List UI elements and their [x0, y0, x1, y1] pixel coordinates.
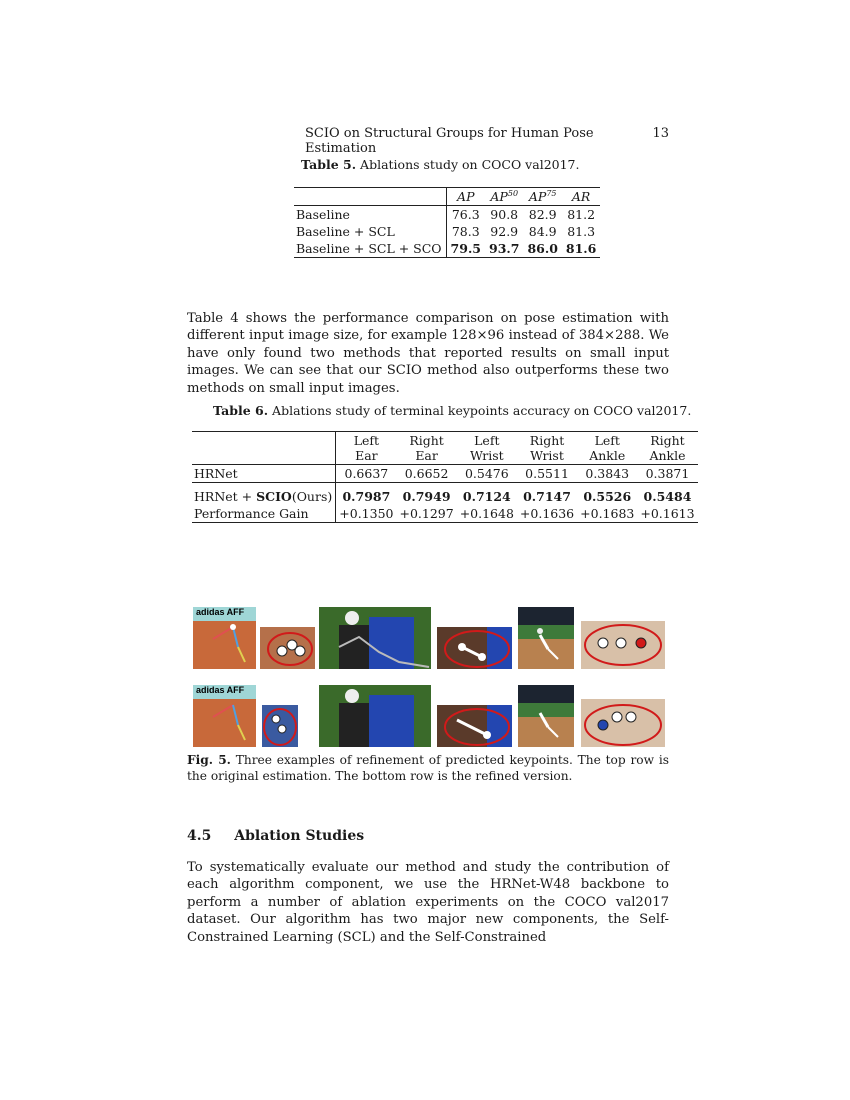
- table6-col-right-ear: Right Ear: [409, 433, 444, 463]
- baseball-crop-skeleton: [581, 621, 665, 669]
- baseball-image-original: [518, 607, 574, 669]
- table6-col-right-wrist: Right Wrist: [529, 433, 565, 463]
- figure5: [193, 607, 665, 752]
- soccer-skeleton: [319, 607, 431, 669]
- table6-label: Table 6.: [213, 403, 269, 418]
- soccer-crop-refined: [437, 705, 512, 747]
- header-title: SCIO on Structural Groups for Human Pose Estimation: [305, 126, 594, 156]
- table6-col-left-ankle: Left Ankle: [589, 433, 626, 463]
- table6-col-left-ear: Left Ear: [353, 433, 380, 463]
- table6-col-right-ankle: Right Ankle: [649, 433, 686, 463]
- tennis-image-original: [193, 607, 256, 669]
- tennis-skeleton-refined: [193, 685, 256, 747]
- paragraph-ablation: To systematically evaluate our method and study the contribution of each algorithm component, we use the HRNet-W48 backbone to perform a number of ablation experiments on the COCO val2017 dataset. Our algorithm has two major new components, the Self-Constrained Learning (SCL) and the Self-Constrained: [187, 860, 669, 945]
- section-number: 4.5: [187, 828, 212, 844]
- section-title: Ablation Studies: [234, 828, 365, 844]
- tennis-crop-original: [260, 627, 315, 669]
- table5-label: Table 5.: [301, 157, 357, 172]
- section-heading: [187, 828, 364, 844]
- paragraph-small-inputs: Table 4 shows the performance comparison on pose estimation with different input image size, for example 128×96 instead of 384×288. We have only found two methods that reported results on small input images. We can see that our SCIO method also outperforms these two methods on small input images.: [187, 311, 669, 396]
- table-row: Baseline + SCL 78.3 92.9 84.9 81.3: [296, 224, 596, 240]
- table-row: Baseline 76.3 90.8 82.9 81.2: [296, 207, 596, 223]
- baseball-image-refined: [518, 685, 574, 747]
- tennis-banner-refined: adidas AFF: [193, 685, 256, 699]
- baseball-crop-original: [581, 621, 665, 669]
- tennis-banner: adidas AFF: [193, 607, 256, 621]
- soccer-crop-skeleton: [437, 627, 512, 669]
- table-row: Performance Gain +0.1350 +0.1297 +0.1648 +0.1636 +0.1683 +0.1613: [192, 505, 698, 523]
- table6-caption: [213, 403, 691, 418]
- table5: [294, 187, 600, 258]
- tennis-crop-refined: [262, 705, 298, 747]
- figure5-caption-text: Three examples of refinement of predicted keypoints. The top row is the original estimation. The bottom row is the refined version.: [187, 753, 670, 783]
- soccer-crop-refined-skeleton: [437, 705, 512, 747]
- soccer-image-refined: [319, 685, 431, 747]
- table5-col-ap: AP: [457, 189, 475, 205]
- table5-caption-text: Ablations study on COCO val2017.: [360, 157, 580, 172]
- soccer-crop-original: [437, 627, 512, 669]
- tennis-image-refined: [193, 685, 256, 747]
- table5-col-ap50: AP$^{50}$: [490, 189, 519, 205]
- tennis-skeleton: [193, 607, 256, 669]
- table6-caption-text: Ablations study of terminal keypoints accuracy on COCO val2017.: [272, 403, 692, 418]
- table-row: HRNet 0.6637 0.6652 0.5476 0.5511 0.3843 0.3871: [192, 465, 698, 483]
- baseball-crop-refined: [581, 699, 665, 747]
- table6-header-row: [192, 432, 698, 465]
- table5-col-ar: AR: [571, 189, 591, 205]
- table-row: Baseline + SCL + SCO 79.5 93.7 86.0 81.6: [294, 240, 600, 258]
- tennis-crop-refined-skeleton: [262, 705, 298, 747]
- soccer-image-original: [319, 607, 431, 669]
- table5-caption: [301, 157, 579, 172]
- baseball-skeleton: [518, 607, 574, 669]
- running-header: [305, 126, 669, 156]
- table5-col-ap75: AP$^{75}$: [528, 189, 557, 205]
- tennis-crop-skeleton: [260, 627, 315, 669]
- page-number: 13: [652, 126, 669, 141]
- table-row: HRNet + SCIO(Ours) 0.7987 0.7949 0.7124 0.7147 0.5526 0.5484: [192, 483, 698, 506]
- figure5-caption: [187, 752, 669, 784]
- table5-header-row: [294, 188, 600, 206]
- table6: [192, 431, 698, 523]
- baseball-skeleton-refined: [518, 685, 574, 747]
- baseball-crop-refined-skeleton: [581, 699, 665, 747]
- figure5-label: Fig. 5.: [187, 753, 231, 767]
- table6-col-left-wrist: Left Wrist: [469, 433, 504, 463]
